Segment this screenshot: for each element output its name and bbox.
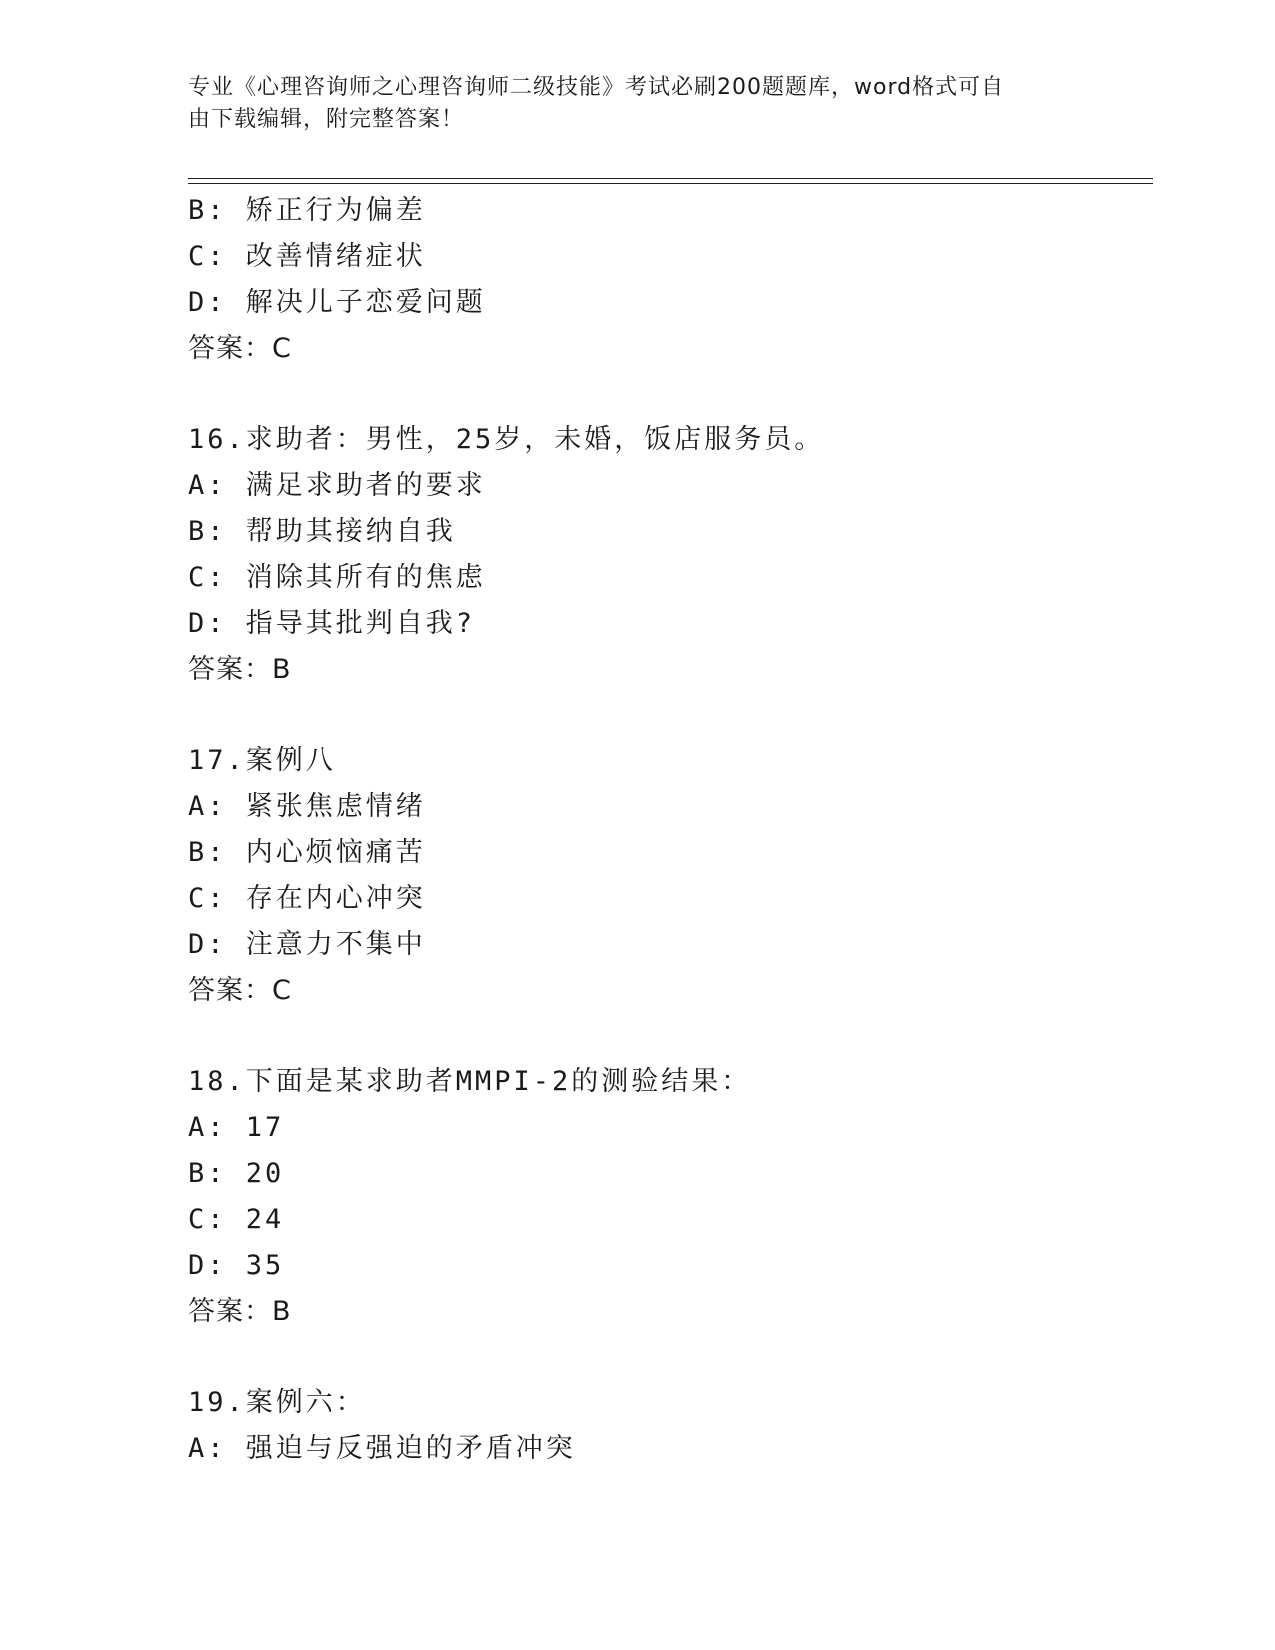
- option-d: D: 解决儿子恋爱问题: [188, 287, 486, 318]
- option-b: B: 矫正行为偏差: [188, 195, 426, 226]
- lead-question-block: [188, 188, 1148, 372]
- option-c: C: 24: [188, 1204, 285, 1235]
- option-b: B: 20: [188, 1158, 285, 1189]
- question-stem: 16.求助者：男性，25岁，未婚，饭店服务员。: [188, 424, 825, 455]
- question-stem: 19.案例六：: [188, 1387, 366, 1418]
- header-line-1: 专业《心理咨询师之心理咨询师二级技能》考试必刷200题题库，word格式可自: [188, 75, 1005, 100]
- question-17: [188, 738, 1148, 1014]
- header-divider-top: [188, 178, 1153, 179]
- answer-line: 答案：C: [188, 333, 292, 364]
- option-a: A: 强迫与反强迫的矛盾冲突: [188, 1433, 576, 1464]
- question-stem: 18.下面是某求助者MMPI-2的测验结果：: [188, 1066, 752, 1097]
- header-line-2: 由下载编辑，附完整答案！: [188, 107, 465, 132]
- question-18: [188, 1059, 1148, 1335]
- option-a: A: 满足求助者的要求: [188, 470, 486, 501]
- header-divider-bottom: [188, 183, 1153, 184]
- question-stem: 17.案例八: [188, 745, 336, 776]
- option-b: B: 内心烦恼痛苦: [188, 837, 426, 868]
- option-d: D: 指导其批判自我?: [188, 608, 476, 639]
- document-body: [188, 188, 1148, 1472]
- document-header: [188, 72, 1068, 136]
- option-b: B: 帮助其接纳自我: [188, 516, 456, 547]
- option-c: C: 改善情绪症状: [188, 241, 426, 272]
- answer-line: 答案：B: [188, 654, 292, 685]
- option-c: C: 消除其所有的焦虑: [188, 562, 486, 593]
- option-a: A: 17: [188, 1112, 285, 1143]
- option-d: D: 注意力不集中: [188, 929, 426, 960]
- question-19: [188, 1380, 1148, 1472]
- question-16: [188, 417, 1148, 693]
- option-a: A: 紧张焦虑情绪: [188, 791, 426, 822]
- option-d: D: 35: [188, 1250, 285, 1281]
- answer-line: 答案：B: [188, 1296, 292, 1327]
- option-c: C: 存在内心冲突: [188, 883, 426, 914]
- answer-line: 答案：C: [188, 975, 292, 1006]
